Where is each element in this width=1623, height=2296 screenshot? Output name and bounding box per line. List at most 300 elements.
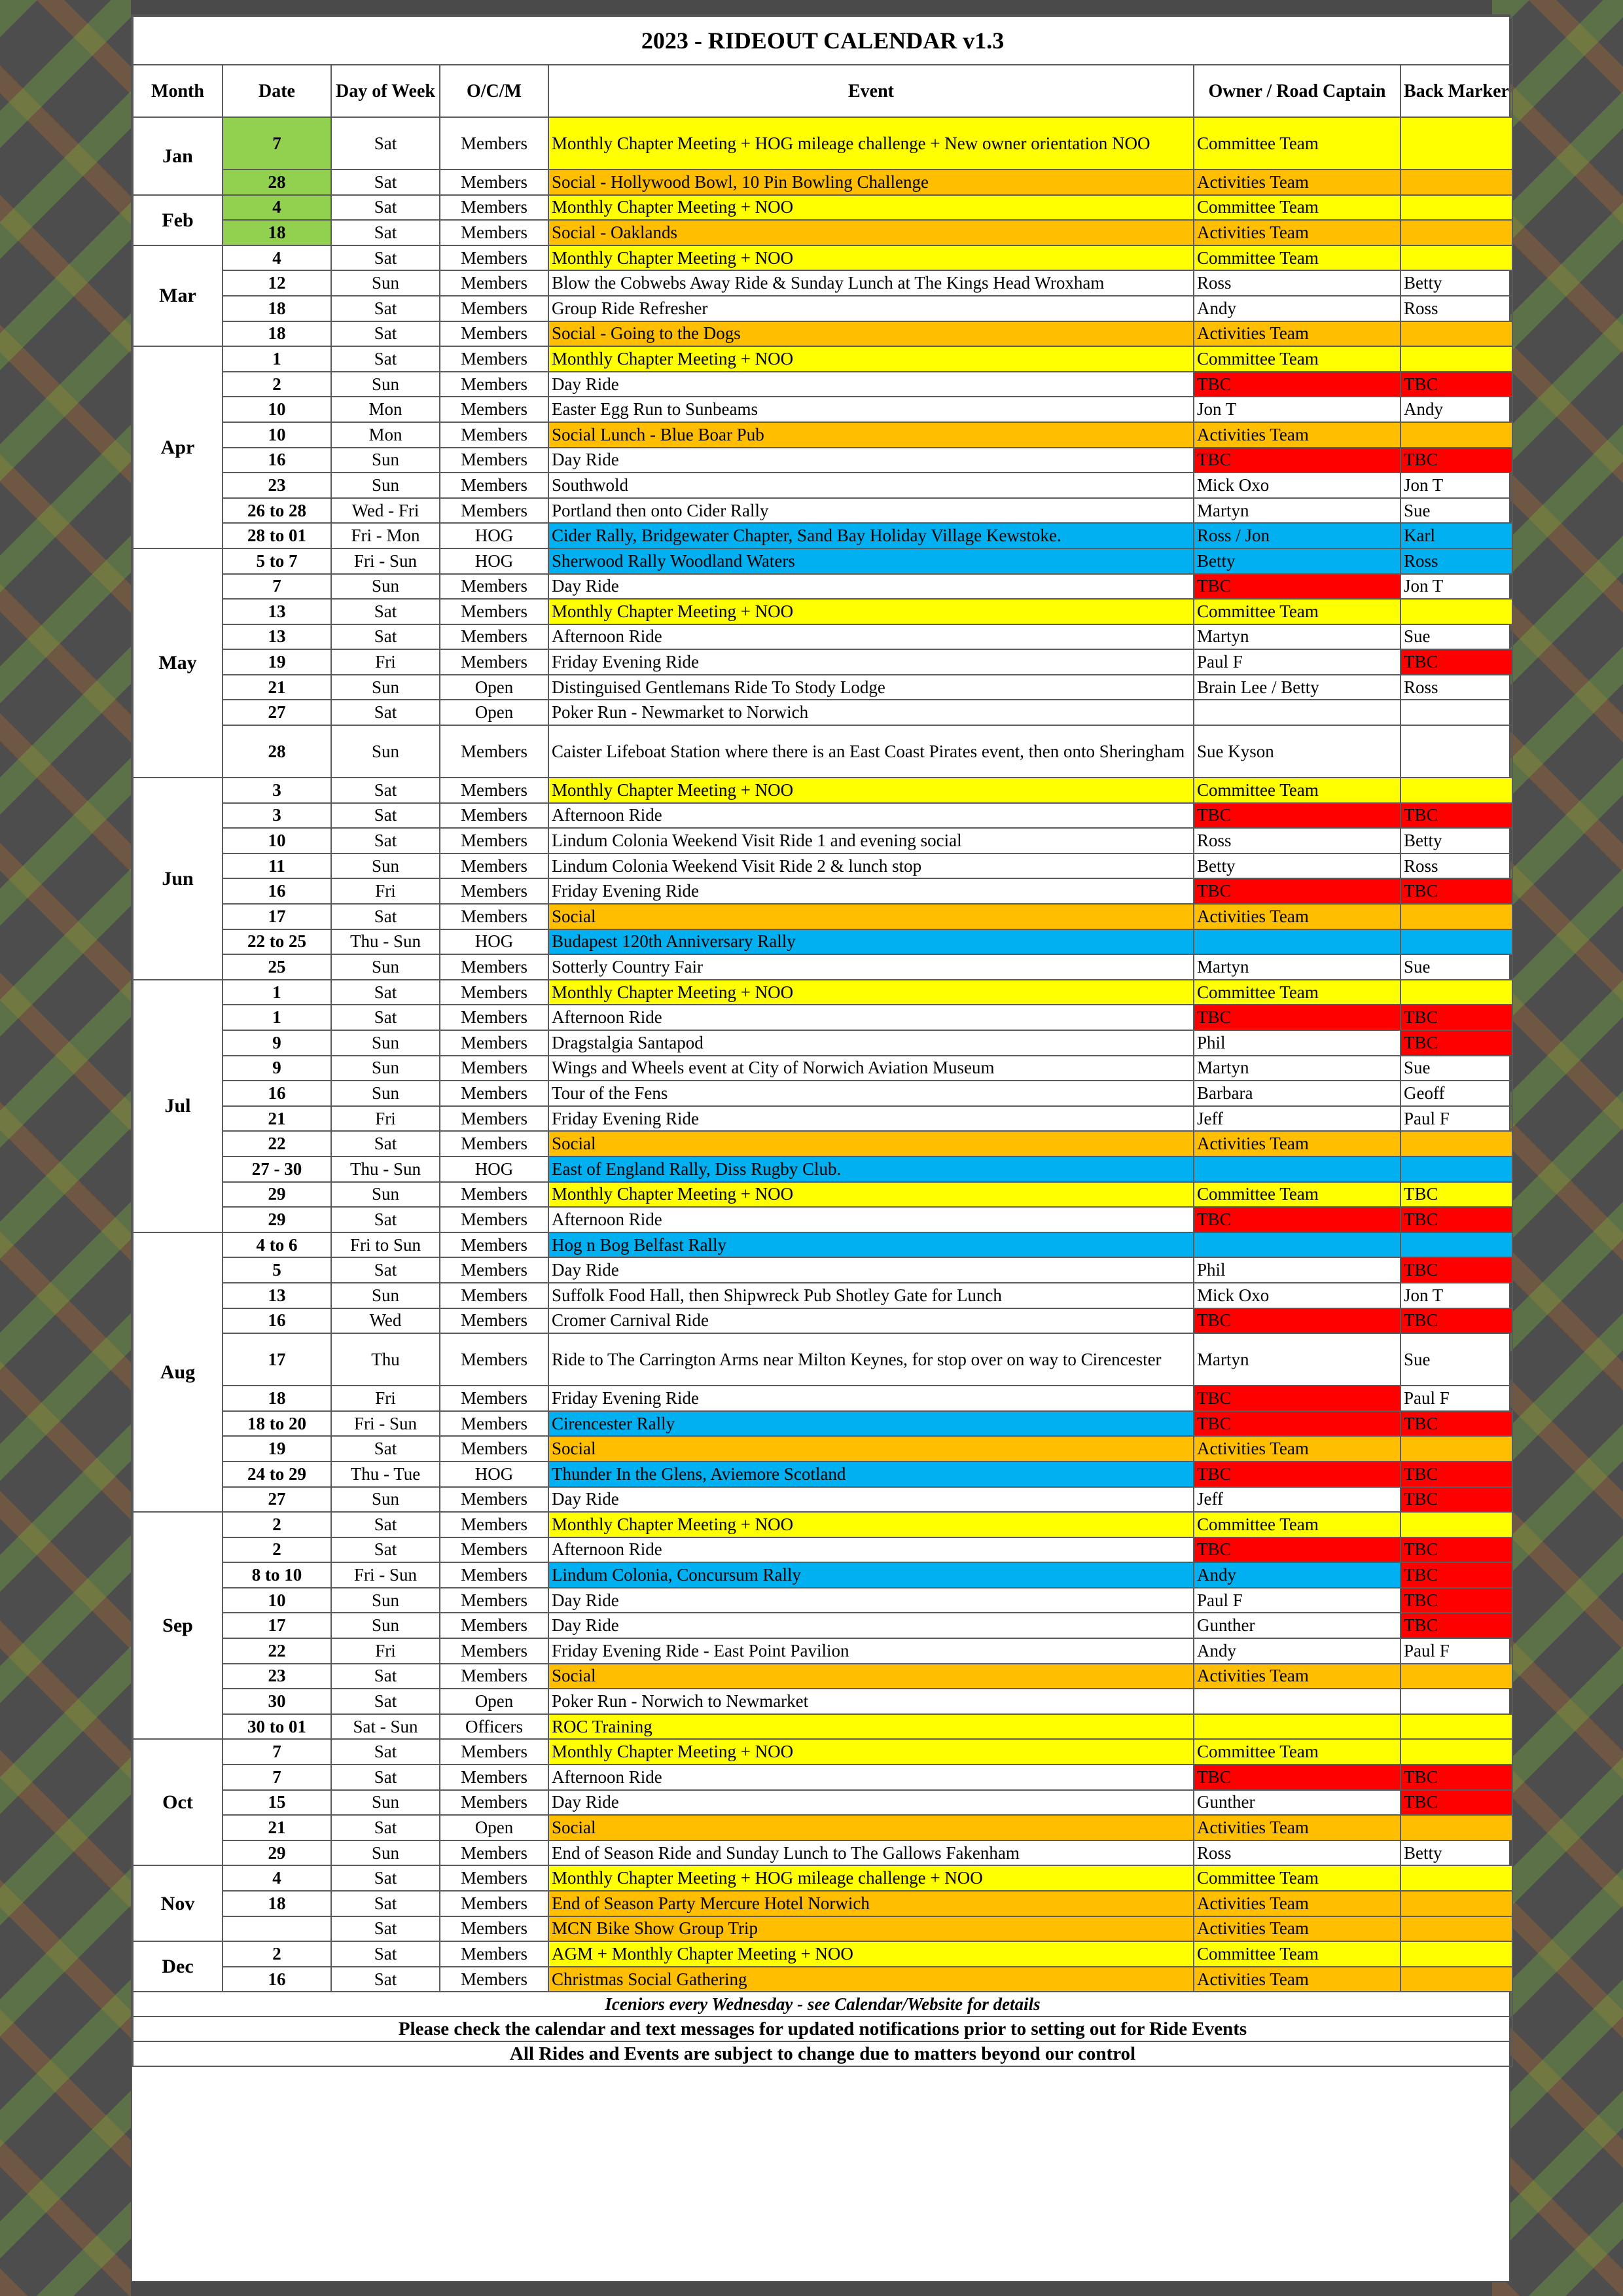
day-of-week-cell: Sat <box>331 1664 440 1689</box>
ocm-cell: Members <box>440 1865 548 1891</box>
ocm-cell: Members <box>440 878 548 904</box>
back-marker-cell: TBC <box>1400 372 1512 397</box>
ocm-cell: Members <box>440 170 548 195</box>
day-of-week-cell: Sat <box>331 1131 440 1157</box>
day-of-week-cell: Fri - Sun <box>331 1411 440 1437</box>
back-marker-cell: TBC <box>1400 1790 1512 1816</box>
event-cell: MCN Bike Show Group Trip <box>548 1916 1194 1942</box>
owner-cell: TBC <box>1194 878 1400 904</box>
owner-cell: Jeff <box>1194 1487 1400 1513</box>
event-cell: Friday Evening Ride <box>548 1106 1194 1132</box>
owner-cell: Committee Team <box>1194 1512 1400 1537</box>
back-marker-cell <box>1400 929 1512 955</box>
back-marker-cell <box>1400 700 1512 725</box>
owner-cell: Paul F <box>1194 649 1400 675</box>
event-cell: Day Ride <box>548 372 1194 397</box>
event-cell: Day Ride <box>548 574 1194 600</box>
owner-cell: Activities Team <box>1194 1916 1400 1942</box>
month-cell: Apr <box>133 346 223 548</box>
date-cell: 16 <box>223 1308 331 1334</box>
ocm-cell: Members <box>440 1257 548 1283</box>
day-of-week-cell: Sat - Sun <box>331 1714 440 1740</box>
ocm-cell: Members <box>440 1283 548 1308</box>
date-cell: 5 to 7 <box>223 548 331 574</box>
ocm-cell: Members <box>440 448 548 473</box>
owner-cell: Activities Team <box>1194 170 1400 195</box>
month-cell: Sep <box>133 1512 223 1739</box>
back-marker-cell: TBC <box>1400 1562 1512 1588</box>
back-marker-cell: TBC <box>1400 803 1512 829</box>
event-cell: Lindum Colonia Weekend Visit Ride 2 & lunch stop <box>548 853 1194 879</box>
ocm-cell: Members <box>440 397 548 422</box>
back-marker-cell <box>1400 904 1512 929</box>
owner-cell: Activities Team <box>1194 220 1400 245</box>
event-cell: Dragstalgia Santapod <box>548 1030 1194 1056</box>
ocm-cell: Members <box>440 1131 548 1157</box>
day-of-week-cell: Sun <box>331 448 440 473</box>
table-row <box>133 803 1512 829</box>
table-row <box>133 1333 1512 1386</box>
month-cell: Nov <box>133 1865 223 1941</box>
date-cell: 19 <box>223 649 331 675</box>
date-cell <box>223 1916 331 1942</box>
day-of-week-cell: Sun <box>331 1283 440 1308</box>
date-cell: 29 <box>223 1840 331 1866</box>
day-of-week-cell: Sat <box>331 1512 440 1537</box>
date-cell: 18 to 20 <box>223 1411 331 1437</box>
back-marker-cell <box>1400 980 1512 1005</box>
owner-cell: TBC <box>1194 1005 1400 1030</box>
table-row <box>133 1664 1512 1689</box>
table-row <box>133 1967 1512 1992</box>
owner-cell: Activities Team <box>1194 1967 1400 1992</box>
ocm-cell: Members <box>440 853 548 879</box>
day-of-week-cell: Sat <box>331 980 440 1005</box>
day-of-week-cell: Fri <box>331 1638 440 1664</box>
date-cell: 12 <box>223 270 331 296</box>
ocm-cell: HOG <box>440 548 548 574</box>
table-row <box>133 1562 1512 1588</box>
owner-cell: TBC <box>1194 574 1400 600</box>
table-row <box>133 1232 1512 1258</box>
ocm-cell: Open <box>440 700 548 725</box>
date-cell: 28 to 01 <box>223 523 331 548</box>
owner-cell: Jeff <box>1194 1106 1400 1132</box>
footer-iceniors-note: Iceniors every Wednesday - see Calendar/Website for details <box>133 1992 1512 2017</box>
column-header-row <box>133 65 1512 117</box>
table-row <box>133 1765 1512 1790</box>
table-row <box>133 1411 1512 1437</box>
table-row <box>133 980 1512 1005</box>
day-of-week-cell: Sat <box>331 296 440 321</box>
back-marker-cell <box>1400 346 1512 372</box>
table-row <box>133 878 1512 904</box>
column-header-owner: Owner / Road Captain <box>1194 65 1400 117</box>
table-row <box>133 574 1512 600</box>
back-marker-cell <box>1400 1512 1512 1537</box>
back-marker-cell <box>1400 599 1512 624</box>
ocm-cell: HOG <box>440 929 548 955</box>
table-row <box>133 195 1512 221</box>
ocm-cell: Members <box>440 649 548 675</box>
event-cell: Cider Rally, Bridgewater Chapter, Sand Bay Holiday Village Kewstoke. <box>548 523 1194 548</box>
date-cell: 4 <box>223 245 331 271</box>
ocm-cell: Open <box>440 1689 548 1714</box>
date-cell: 4 <box>223 195 331 221</box>
event-cell: Social <box>548 1131 1194 1157</box>
event-cell: Social Lunch - Blue Boar Pub <box>548 422 1194 448</box>
owner-cell: Martyn <box>1194 1333 1400 1386</box>
date-cell: 18 <box>223 321 331 347</box>
day-of-week-cell: Wed - Fri <box>331 498 440 524</box>
owner-cell: Andy <box>1194 1638 1400 1664</box>
event-cell: East of England Rally, Diss Rugby Club. <box>548 1157 1194 1182</box>
month-cell: Mar <box>133 245 223 346</box>
day-of-week-cell: Sat <box>331 904 440 929</box>
day-of-week-cell: Sat <box>331 1916 440 1942</box>
back-marker-cell <box>1400 1131 1512 1157</box>
table-row <box>133 473 1512 498</box>
day-of-week-cell: Sun <box>331 1840 440 1866</box>
ocm-cell: Members <box>440 1436 548 1462</box>
owner-cell <box>1194 1232 1400 1258</box>
date-cell: 21 <box>223 675 331 700</box>
date-cell: 2 <box>223 1941 331 1967</box>
ocm-cell: Members <box>440 1739 548 1765</box>
rideout-calendar-table <box>132 16 1513 2067</box>
date-cell: 27 - 30 <box>223 1157 331 1182</box>
ocm-cell: Members <box>440 1790 548 1816</box>
day-of-week-cell: Sun <box>331 725 440 778</box>
day-of-week-cell: Sat <box>331 1207 440 1232</box>
day-of-week-cell: Sat <box>331 1257 440 1283</box>
ocm-cell: HOG <box>440 1462 548 1487</box>
event-cell: Portland then onto Cider Rally <box>548 498 1194 524</box>
month-cell: Dec <box>133 1941 223 1992</box>
table-row <box>133 675 1512 700</box>
back-marker-cell: Sue <box>1400 1333 1512 1386</box>
owner-cell: Activities Team <box>1194 1131 1400 1157</box>
back-marker-cell: Ross <box>1400 853 1512 879</box>
date-cell: 7 <box>223 1765 331 1790</box>
ocm-cell: Members <box>440 220 548 245</box>
table-row <box>133 245 1512 271</box>
day-of-week-cell: Sun <box>331 1056 440 1081</box>
back-marker-cell: TBC <box>1400 1588 1512 1613</box>
day-of-week-cell: Sun <box>331 473 440 498</box>
date-cell: 18 <box>223 1891 331 1916</box>
date-cell: 22 to 25 <box>223 929 331 955</box>
date-cell: 7 <box>223 117 331 170</box>
footer-check-notice: Please check the calendar and text messages for updated notifications prior to setting out for Ride Events <box>133 2017 1512 2041</box>
table-row <box>133 778 1512 803</box>
table-row <box>133 1714 1512 1740</box>
table-row <box>133 523 1512 548</box>
event-cell: Afternoon Ride <box>548 624 1194 650</box>
day-of-week-cell: Fri - Sun <box>331 1562 440 1588</box>
back-marker-cell <box>1400 117 1512 170</box>
day-of-week-cell: Sun <box>331 1182 440 1208</box>
back-marker-cell: Jon T <box>1400 473 1512 498</box>
owner-cell: Committee Team <box>1194 1739 1400 1765</box>
back-marker-cell: TBC <box>1400 448 1512 473</box>
date-cell: 16 <box>223 448 331 473</box>
month-cell: Feb <box>133 195 223 245</box>
ocm-cell: Members <box>440 1891 548 1916</box>
back-marker-cell: Ross <box>1400 675 1512 700</box>
owner-cell: Gunther <box>1194 1613 1400 1638</box>
event-cell: Monthly Chapter Meeting + HOG mileage challenge + New owner orientation NOO <box>548 117 1194 170</box>
back-marker-cell: TBC <box>1400 1182 1512 1208</box>
date-cell: 21 <box>223 1815 331 1840</box>
day-of-week-cell: Sat <box>331 1865 440 1891</box>
ocm-cell: Members <box>440 1512 548 1537</box>
date-cell: 27 <box>223 700 331 725</box>
owner-cell: Ross <box>1194 270 1400 296</box>
owner-cell: Martyn <box>1194 954 1400 980</box>
day-of-week-cell: Wed <box>331 1308 440 1334</box>
back-marker-cell: Paul F <box>1400 1386 1512 1411</box>
date-cell: 11 <box>223 853 331 879</box>
owner-cell: Mick Oxo <box>1194 1283 1400 1308</box>
date-cell: 21 <box>223 1106 331 1132</box>
table-row <box>133 1512 1512 1537</box>
day-of-week-cell: Sat <box>331 1891 440 1916</box>
event-cell: End of Season Ride and Sunday Lunch to The Gallows Fakenham <box>548 1840 1194 1866</box>
ocm-cell: Members <box>440 1537 548 1563</box>
event-cell: Hog n Bog Belfast Rally <box>548 1232 1194 1258</box>
event-cell: Monthly Chapter Meeting + NOO <box>548 778 1194 803</box>
event-cell: Social <box>548 1664 1194 1689</box>
event-cell: Monthly Chapter Meeting + NOO <box>548 346 1194 372</box>
event-cell: ROC Training <box>548 1714 1194 1740</box>
day-of-week-cell: Sat <box>331 1689 440 1714</box>
table-row <box>133 1790 1512 1816</box>
day-of-week-cell: Fri <box>331 1386 440 1411</box>
owner-cell: Ross / Jon <box>1194 523 1400 548</box>
back-marker-cell <box>1400 778 1512 803</box>
table-row <box>133 220 1512 245</box>
back-marker-cell: Jon T <box>1400 1283 1512 1308</box>
event-cell: Budapest 120th Anniversary Rally <box>548 929 1194 955</box>
day-of-week-cell: Mon <box>331 397 440 422</box>
date-cell: 9 <box>223 1056 331 1081</box>
event-cell: Friday Evening Ride <box>548 878 1194 904</box>
date-cell: 16 <box>223 1967 331 1992</box>
day-of-week-cell: Sat <box>331 346 440 372</box>
owner-cell: Committee Team <box>1194 245 1400 271</box>
event-cell: Day Ride <box>548 1257 1194 1283</box>
ocm-cell: Members <box>440 954 548 980</box>
owner-cell <box>1194 700 1400 725</box>
date-cell: 24 to 29 <box>223 1462 331 1487</box>
table-row <box>133 1613 1512 1638</box>
day-of-week-cell: Sat <box>331 624 440 650</box>
footer-subject-to-change: All Rides and Events are subject to change due to matters beyond our control <box>133 2041 1512 2066</box>
owner-cell: Martyn <box>1194 1056 1400 1081</box>
table-row <box>133 1462 1512 1487</box>
ocm-cell: Members <box>440 1333 548 1386</box>
date-cell: 23 <box>223 473 331 498</box>
back-marker-cell <box>1400 1232 1512 1258</box>
event-cell: Monthly Chapter Meeting + NOO <box>548 980 1194 1005</box>
event-cell: Afternoon Ride <box>548 1537 1194 1563</box>
owner-cell: Brain Lee / Betty <box>1194 675 1400 700</box>
date-cell: 17 <box>223 904 331 929</box>
day-of-week-cell: Sat <box>331 1005 440 1030</box>
owner-cell: Phil <box>1194 1030 1400 1056</box>
owner-cell: Committee Team <box>1194 778 1400 803</box>
day-of-week-cell: Sun <box>331 1081 440 1106</box>
owner-cell: Barbara <box>1194 1081 1400 1106</box>
day-of-week-cell: Sat <box>331 1765 440 1790</box>
back-marker-cell: TBC <box>1400 1308 1512 1334</box>
owner-cell <box>1194 1714 1400 1740</box>
date-cell: 22 <box>223 1638 331 1664</box>
back-marker-cell: TBC <box>1400 1613 1512 1638</box>
event-cell: Poker Run - Newmarket to Norwich <box>548 700 1194 725</box>
day-of-week-cell: Sat <box>331 245 440 271</box>
event-cell: Monthly Chapter Meeting + NOO <box>548 1739 1194 1765</box>
owner-cell: Committee Team <box>1194 117 1400 170</box>
owner-cell: TBC <box>1194 1765 1400 1790</box>
calendar-sheet <box>131 14 1510 2282</box>
day-of-week-cell: Sun <box>331 1613 440 1638</box>
event-cell: Day Ride <box>548 448 1194 473</box>
owner-cell: TBC <box>1194 1308 1400 1334</box>
table-row <box>133 1865 1512 1891</box>
table-row <box>133 372 1512 397</box>
table-row <box>133 1207 1512 1232</box>
day-of-week-cell: Sat <box>331 1739 440 1765</box>
ocm-cell: Members <box>440 1487 548 1513</box>
day-of-week-cell: Fri <box>331 649 440 675</box>
day-of-week-cell: Thu - Sun <box>331 929 440 955</box>
day-of-week-cell: Sat <box>331 828 440 853</box>
date-cell: 5 <box>223 1257 331 1283</box>
event-cell: Cromer Carnival Ride <box>548 1308 1194 1334</box>
date-cell: 3 <box>223 778 331 803</box>
event-cell: Afternoon Ride <box>548 803 1194 829</box>
event-cell: Day Ride <box>548 1588 1194 1613</box>
back-marker-cell: Sue <box>1400 954 1512 980</box>
day-of-week-cell: Sun <box>331 675 440 700</box>
table-row <box>133 1916 1512 1942</box>
table-row <box>133 448 1512 473</box>
ocm-cell: Members <box>440 372 548 397</box>
event-cell: Monthly Chapter Meeting + NOO <box>548 1512 1194 1537</box>
back-marker-cell: Sue <box>1400 498 1512 524</box>
event-cell: Distinguised Gentlemans Ride To Stody Lodge <box>548 675 1194 700</box>
owner-cell: Ross <box>1194 828 1400 853</box>
owner-cell: Activities Team <box>1194 1815 1400 1840</box>
event-cell: Caister Lifeboat Station where there is an East Coast Pirates event, then onto Sheringham <box>548 725 1194 778</box>
event-cell: Friday Evening Ride <box>548 1386 1194 1411</box>
ocm-cell: Members <box>440 1664 548 1689</box>
day-of-week-cell: Fri <box>331 878 440 904</box>
event-cell: Easter Egg Run to Sunbeams <box>548 397 1194 422</box>
event-cell: Thunder In the Glens, Aviemore Scotland <box>548 1462 1194 1487</box>
back-marker-cell: TBC <box>1400 1207 1512 1232</box>
owner-cell: Betty <box>1194 853 1400 879</box>
ocm-cell: Members <box>440 1232 548 1258</box>
back-marker-cell <box>1400 1157 1512 1182</box>
day-of-week-cell: Sat <box>331 321 440 347</box>
back-marker-cell: TBC <box>1400 1462 1512 1487</box>
event-cell: Sherwood Rally Woodland Waters <box>548 548 1194 574</box>
column-header-event: Event <box>548 65 1194 117</box>
ocm-cell: Members <box>440 624 548 650</box>
back-marker-cell: TBC <box>1400 1030 1512 1056</box>
ocm-cell: HOG <box>440 1157 548 1182</box>
event-cell: Day Ride <box>548 1613 1194 1638</box>
event-cell: Monthly Chapter Meeting + NOO <box>548 599 1194 624</box>
owner-cell: Martyn <box>1194 498 1400 524</box>
event-cell: Wings and Wheels event at City of Norwich Aviation Museum <box>548 1056 1194 1081</box>
event-cell: Group Ride Refresher <box>548 296 1194 321</box>
table-row <box>133 624 1512 650</box>
day-of-week-cell: Sun <box>331 954 440 980</box>
table-row <box>133 296 1512 321</box>
event-cell: Cirencester Rally <box>548 1411 1194 1437</box>
table-row <box>133 1005 1512 1030</box>
table-row <box>133 1840 1512 1866</box>
event-cell: Christmas Social Gathering <box>548 1967 1194 1992</box>
back-marker-cell: Karl <box>1400 523 1512 548</box>
back-marker-cell: TBC <box>1400 1765 1512 1790</box>
event-cell: Monthly Chapter Meeting + HOG mileage challenge + NOO <box>548 1865 1194 1891</box>
event-cell: Social - Oaklands <box>548 220 1194 245</box>
ocm-cell: Members <box>440 245 548 271</box>
event-cell: Social <box>548 1436 1194 1462</box>
ocm-cell: Members <box>440 296 548 321</box>
ocm-cell: Officers <box>440 1714 548 1740</box>
day-of-week-cell: Thu - Sun <box>331 1157 440 1182</box>
back-marker-cell <box>1400 422 1512 448</box>
ocm-cell: Members <box>440 904 548 929</box>
ocm-cell: Members <box>440 1106 548 1132</box>
back-marker-cell <box>1400 321 1512 347</box>
date-cell: 2 <box>223 1537 331 1563</box>
day-of-week-cell: Fri <box>331 1106 440 1132</box>
day-of-week-cell: Sun <box>331 270 440 296</box>
date-cell: 28 <box>223 725 331 778</box>
ocm-cell: Members <box>440 1638 548 1664</box>
table-row <box>133 548 1512 574</box>
ocm-cell: Members <box>440 980 548 1005</box>
month-cell: Jul <box>133 980 223 1232</box>
date-cell: 10 <box>223 828 331 853</box>
date-cell: 2 <box>223 1512 331 1537</box>
date-cell: 15 <box>223 1790 331 1816</box>
date-cell: 25 <box>223 954 331 980</box>
back-marker-cell <box>1400 1664 1512 1689</box>
date-cell: 13 <box>223 599 331 624</box>
back-marker-cell: Ross <box>1400 548 1512 574</box>
owner-cell: Andy <box>1194 296 1400 321</box>
owner-cell: Ross <box>1194 1840 1400 1866</box>
owner-cell: Jon T <box>1194 397 1400 422</box>
table-row <box>133 1638 1512 1664</box>
event-cell: Monthly Chapter Meeting + NOO <box>548 1182 1194 1208</box>
owner-cell: Activities Team <box>1194 1891 1400 1916</box>
ocm-cell: Members <box>440 1588 548 1613</box>
owner-cell: Phil <box>1194 1257 1400 1283</box>
ocm-cell: Members <box>440 1967 548 1992</box>
ocm-cell: Members <box>440 1005 548 1030</box>
owner-cell: TBC <box>1194 803 1400 829</box>
table-row <box>133 270 1512 296</box>
